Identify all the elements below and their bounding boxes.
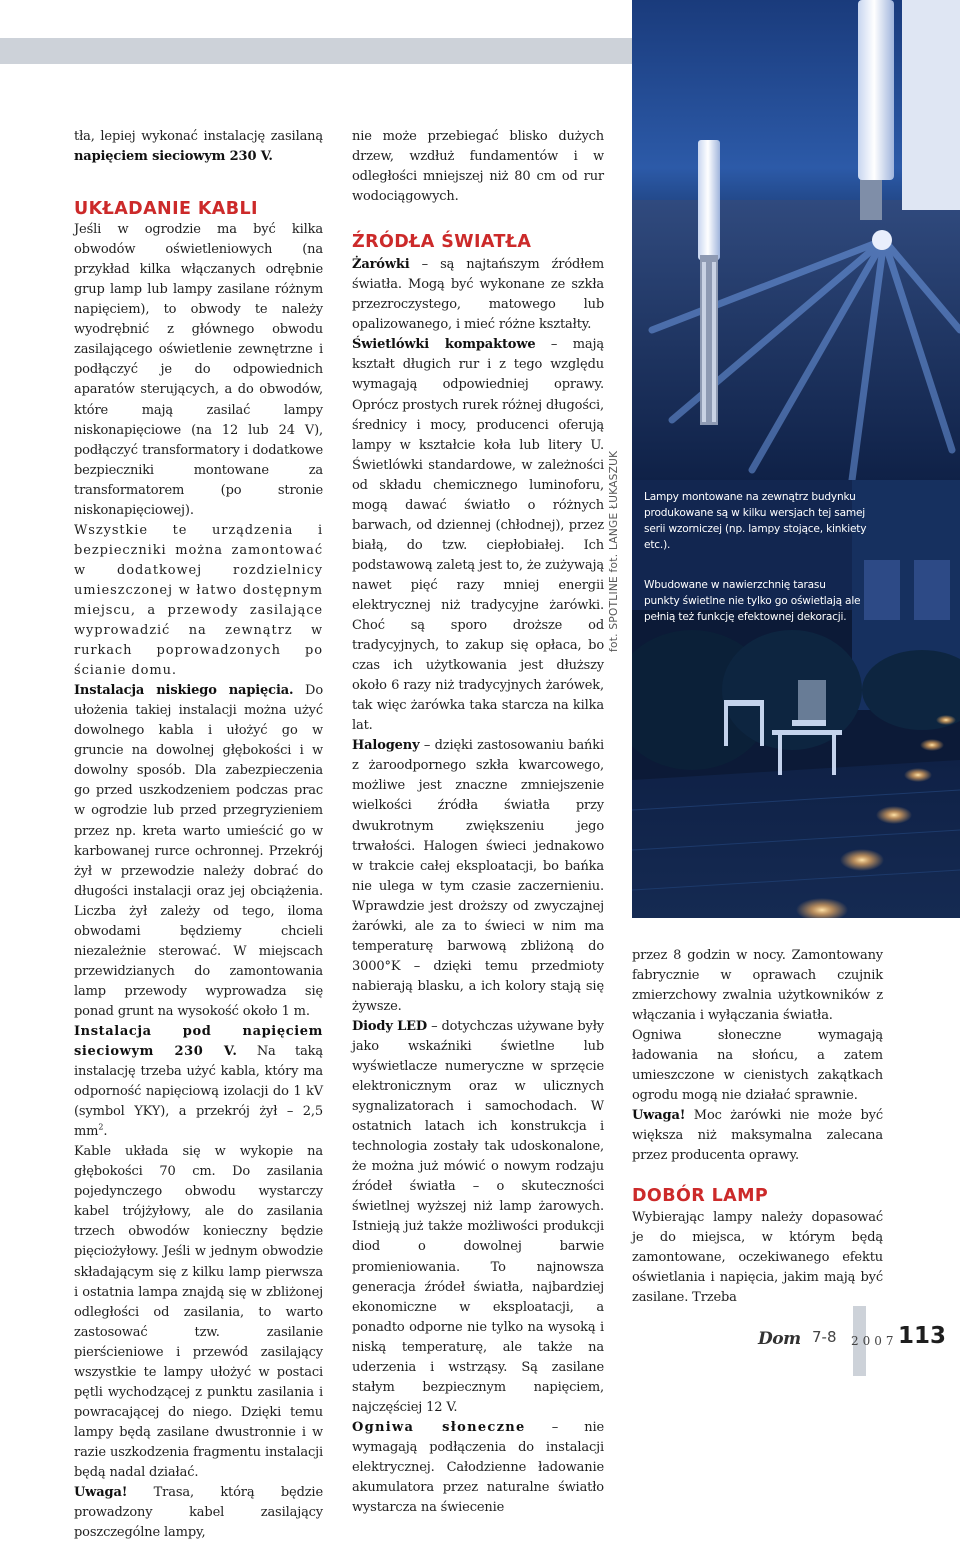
text: Trasa, którą będzie prowadzony kabel zasilający poszczególne lampy,	[74, 1485, 323, 1541]
text: Do ułożenia takiej instalacji można użyć dowolnego kabla i ułożyć go w gruncie na dowolnej głębokości i w dowolny sposób. Dla zabezpieczenia go przed uszkodzeniem podczas prac w ogrodzie lub przed przegryzieniem przez np. kreta warto umieścić go w karbowanej rurce ochronnej. Przekrój żył w przewodzie należy dobrać do długości instalacji oraz jej obciążenia. Liczba żył zależy od tego, iloma obwodami będziemy chcieli niezależnie sterować. W miejscach przewidzianych do zamontowania lamp przewody wyprowadza się ponad grunt na wysokość około 1 m.	[74, 683, 323, 1019]
garden-lighting-photo	[632, 0, 960, 918]
photo-illustration	[632, 0, 960, 918]
bold-text: napięciem sieciowym 230 V.	[74, 149, 273, 165]
page-number: 113	[898, 1323, 947, 1349]
top-color-band	[0, 38, 632, 64]
bold-lead: Uwaga!	[74, 1485, 128, 1501]
article-column-3	[632, 946, 883, 1308]
magazine-logo: Dom	[758, 1329, 801, 1349]
text: .	[103, 1124, 108, 1140]
text: Na taką instalację trzeba użyć kabla, który ma odporność napięciową izolacji do 1 kV (symbol YKY), a przekrój żył – 2,5 mm	[74, 1044, 324, 1140]
paragraph	[74, 1483, 323, 1543]
paragraph	[74, 127, 323, 167]
text: – dotychczas używane były jako wskaźniki świetlne lub wyświetlacze numeryczne w sprzęcie elektronicznym oraz w ulicznych sygnalizatorach i samochodach. W ostatnich latach ich konstrukcja i technologia zostały tak udoskonalone, że można już mówić o nowym rodzaju źródeł światła – o skuteczności świetlnej wyższej niż lamp żarowych. Istnieją już także możliwości produkcji diod o dowolnej barwie promieniowania. To najnowsza generacja źródeł światła, najbardziej ekonomiczne w eksploatacji, a ponadto odporne nie tylko na wysoką i niską temperaturę, ale także na uderzenia i wstrząsy. Są zasilane stałym bezpiecznym napięciem, najczęściej 12 V.	[352, 1018, 604, 1415]
paragraph: przez 8 godzin w nocy. Zamontowany fabrycznie w oprawach czujnik zmierzchowy zwalnia użytkowników z włączania i wyłączania światła.	[632, 948, 883, 1024]
paragraph	[74, 681, 323, 1022]
paragraph: Ogniwa słoneczne wymagają ładowania na słońcu, a zatem umieszczone w cienistych zakątkach ogrodu mogą nie działać sprawnie.	[632, 1028, 883, 1104]
paragraph: Jeśli w ogrodzie ma być kilka obwodów oświetleniowych (na przykład kilka włączanych odrębnie grup lamp lub lampy zasilane różnym napięciem), to obwody te należy wyodrębnić z głównego obwodu zasilającego oświetlenie zewnętrzne i podłączyć je do odpowiednich aparatów sterujących, a do obwodów, które mają zasilać lampy niskonapięciowe (na 12 lub 24 V), podłączyć transformatory i dodatkowe bezpieczniki montowane za transformatorem (po stronie niskonapięciowej).	[74, 222, 323, 518]
text: – nie wymagają podłączenia do instalacji elektrycznej. Całodzienne ładowanie akumulatora przez naturalne światło wystarcza na świecenie	[352, 1419, 604, 1516]
issue-number: 7-8	[812, 1328, 837, 1346]
paragraph	[352, 736, 604, 1017]
bold-lead: Diody LED	[352, 1018, 428, 1034]
paragraph	[74, 1022, 323, 1142]
bold-lead: Ogniwa słoneczne	[352, 1419, 526, 1435]
section-heading-lamp-choice: DOBÓR LAMP	[632, 1185, 769, 1206]
photo-caption-upper: Lampy montowane na zewnątrz budynku produkowane są w kilku wersjach tej samej serii wzorniczej (np. lampy stojące, kinkiety etc.).	[644, 491, 867, 551]
paragraph	[352, 1418, 604, 1518]
superscript: 2	[98, 1122, 104, 1132]
paragraph	[632, 1106, 883, 1166]
bold-lead: Instalacja niskiego napięcia.	[74, 683, 294, 699]
section-heading-cables: UKŁADANIE KABLI	[74, 199, 258, 220]
article-column-1	[74, 127, 323, 1543]
text: – są najtańszym źródłem światła. Mogą być wykonane ze szkła przezroczystego, matowego lub opalizowanego, i mieć różne kształty.	[352, 257, 604, 333]
issue-year: 2007	[851, 1334, 898, 1348]
paragraph: Wszystkie te urządzenia i bezpieczniki można zamontować w dodatkowej rozdzielnicy umieszczonej w łatwo dostępnym miejscu, a przewody zasilające wyprowadzić na zewnątrz w rurkach poprowadzonych po ścianie domu.	[74, 522, 323, 679]
text: Moc żarówki nie może być większa niż maksymalna zalecana przez producenta oprawy.	[632, 1108, 883, 1164]
paragraph	[352, 335, 604, 736]
bold-lead: Świetlówki kompaktowe	[352, 337, 536, 353]
text: tła, lepiej wykonać instalację zasilaną	[74, 129, 323, 144]
paragraph: Kable układa się w wykopie na głębokości 70 cm. Do zasilania pojedynczego obwodu wystarczy kabel trójżyłowy, ale do zasilania trzech obwodów konieczny będzie pięciożyłowy. Jeśli w jednym obwodzie składającym się z kilku lamp pierwsza i ostatnia lampa znajdą się w zbliżonej odległości od zasilania, to warto zastosować tzw. zasilanie pierścieniowe i przewód zasilający wszystkie te lampy ułożyć w postaci pętli wychodzącej z punktu zasilania i powracającej do niego. Dzięki temu lampy będą zasilane dwustronnie i w razie uszkodzenia fragmentu instalacji będą nadal działać.	[74, 1144, 323, 1480]
text: – mają kształt długich rur i z tego względu wymagają odpowiedniej oprawy. Oprócz prostych rurek różnej długości, średnicy i mocy, producenci oferują lampy w kształcie koła lub litery U. Świetlówki standardowe, w zależności od składu chemicznego luminoforu, mogą dawać światło o różnych barwach, od dziennej (chłodnej), przez białą, do tzw. ciepłobiałej. Ich podstawową zaletą jest to, że zużywają nawet pięć razy mniej energii elektrycznej niż tradycyjne żarówki. Choć są sporo droższe od tradycyjnych, to zakup się opłaca, bo czas ich użytkowania jest dłuższy około 6 razy niż tradycyjnych żarówek, tak więc żarówka taka starcza na kilka lat.	[352, 337, 604, 734]
bold-lead: Uwaga!	[632, 1108, 686, 1124]
photo-caption-lower: Wbudowane w nawierzchnię tarasu punkty świetlne nie tylko go oświetlają ale pełnią też funkcję efektownej dekoracji.	[644, 579, 861, 623]
bold-lead: Halogeny	[352, 738, 420, 754]
section-heading-light-sources: ŹRÓDŁA ŚWIATŁA	[352, 232, 532, 253]
article-column-2	[352, 127, 604, 1518]
text: – dzięki zastosowaniu bańki z żaroodpornego szkła kwarcowego, możliwe jest znaczne zmniejszenie wielkości źródła światła przy dwukrotnym zwiększeniu jego trwałości. Halogen świeci jednakowo w trakcie całej eksploatacji, bo bańka nie ulega w tym czasie zaczernieniu. Wprawdzie jest droższy od zwyczajnej żarówki, ale za to świeci w nim ma temperaturę barwową zbliżoną do 3000°K – dzięki temu przedmioty nabierają blasku, a ich kolory stają się żywsze.	[352, 738, 604, 1014]
paragraph	[352, 1017, 604, 1418]
bold-lead: Żarówki	[352, 257, 410, 273]
photo-credit: fot. SPOTLINE fot. LANGE ŁUKASZUK	[608, 450, 620, 652]
bold-lead: Instalacja pod napięciem sieciowym 230 V.	[74, 1023, 323, 1060]
paragraph	[352, 255, 604, 335]
paragraph: Wybierając lampy należy dopasować je do miejsca, w którym będą zamontowane, oczekiwanego efektu oświetlania i napięcia, jakim mają być zasilane. Trzeba	[632, 1209, 883, 1305]
paragraph: nie może przebiegać blisko dużych drzew, wzdłuż fundamentów i w odległości mniejszej niż 80 cm od rur wodociągowych.	[352, 129, 604, 205]
